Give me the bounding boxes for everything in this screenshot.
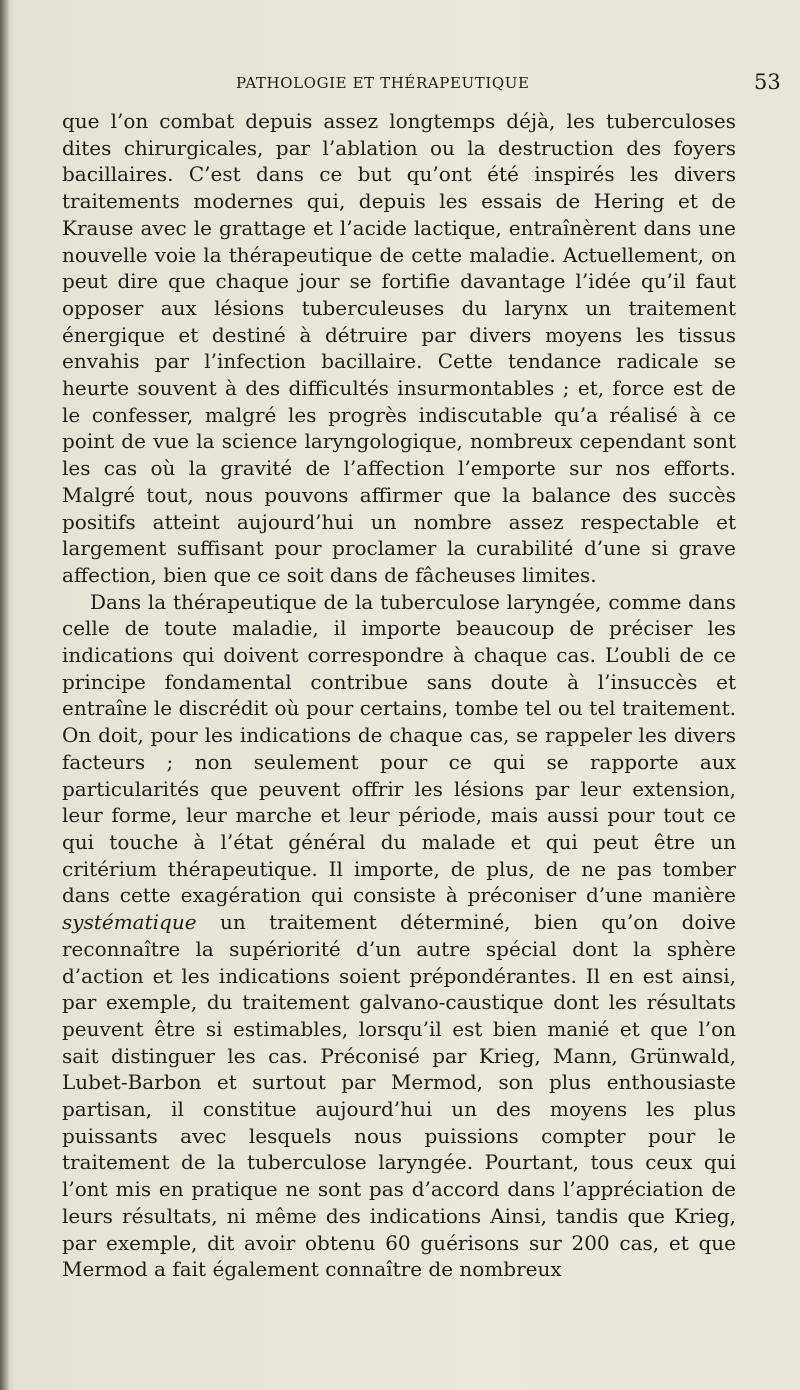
paragraph-2-part-2: un traitement déterminé, bien qu’on doive reconnaître la supériorité d’un autre spécial dont la sphère d’action et les indications soient prépondérantes. Il en est ainsi, par exemple, du traitement galvano-caustique dont les résultats peuvent être si estimables, lorsqu’il est bien manié et que l’on sait distinguer les cas. Préconisé par Krieg, Mann, Grünwald, Lubet-Barbon et surtout par Mermod, son plus enthousiaste partisan, il constitue aujourd’hui un des moyens les plus puissants avec lesquels nous puissions compter pour le traitement de la tuberculose laryngée. Pourtant, tous ceux qui l’ont mis en pratique ne sont pas d’accord dans l’appréciation de leurs résultats, ni même des indications Ainsi, tandis que Krieg, par exemple, dit avoir obtenu 60 guérisons sur 200 cas, et que Mermod a fait également connaître de nombreux — [62, 910, 736, 1282]
spine-shadow — [0, 0, 10, 1390]
italic-term: systématique — [62, 910, 197, 935]
body-text — [62, 108, 736, 1283]
page-number: 53 — [754, 70, 781, 94]
running-head — [0, 70, 800, 100]
paragraph-1: que l’on combat depuis assez longtemps déjà, les tuberculoses dites chirurgicales, par l’ablation ou la destruction des foyers bacillaires. C’est dans ce but qu’ont été inspirés les divers traitements modernes qui, depuis les essais de Hering et de Krause avec le grattage et l’acide lactique, entraînèrent dans une nouvelle voie la thérapeutique de cette maladie. Actuellement, on peut dire que chaque jour se fortifie davantage l’idée qu’il faut opposer aux lésions tuberculeuses du larynx un traitement énergique et destiné à détruire par divers moyens les tissus envahis par l’infection bacillaire. Cette tendance radicale se heurte souvent à des difficultés insurmontables ; et, force est de le confesser, malgré les progrès indiscutable qu’a réalisé à ce point de vue la science laryngologique, nombreux cependant sont les cas où la gravité de l’affection l’emporte sur nos efforts. Malgré tout, nous pouvons affirmer que la balance des succès positifs atteint aujourd’hui un nombre assez respectable et largement suffisant pour proclamer la curabilité d’une si grave affection, bien que ce soit dans de fâcheuses limites. — [62, 109, 736, 587]
paragraph-2 — [62, 589, 736, 1283]
running-title: PATHOLOGIE ET THÉRAPEUTIQUE — [236, 74, 530, 92]
paragraph-2-part-1: Dans la thérapeutique de la tuberculose laryngée, comme dans celle de toute maladie, il importe beaucoup de préciser les indications qui doivent correspondre à chaque cas. L’oubli de ce principe fondamental contribue sans doute à l’insuccès et entraîne le discrédit où pour certains, tombe tel ou tel traitement. On doit, pour les indications de chaque cas, se rappeler les divers facteurs ; non seulement pour ce qui se rapporte aux particularités que peuvent offrir les lésions par leur extension, leur forme, leur marche et leur période, mais aussi pour tout ce qui touche à l’état général du malade et qui peut être un critérium thérapeutique. Il importe, de plus, de ne pas tomber dans cette exagération qui consiste à préconiser d’une manière — [62, 589, 736, 908]
